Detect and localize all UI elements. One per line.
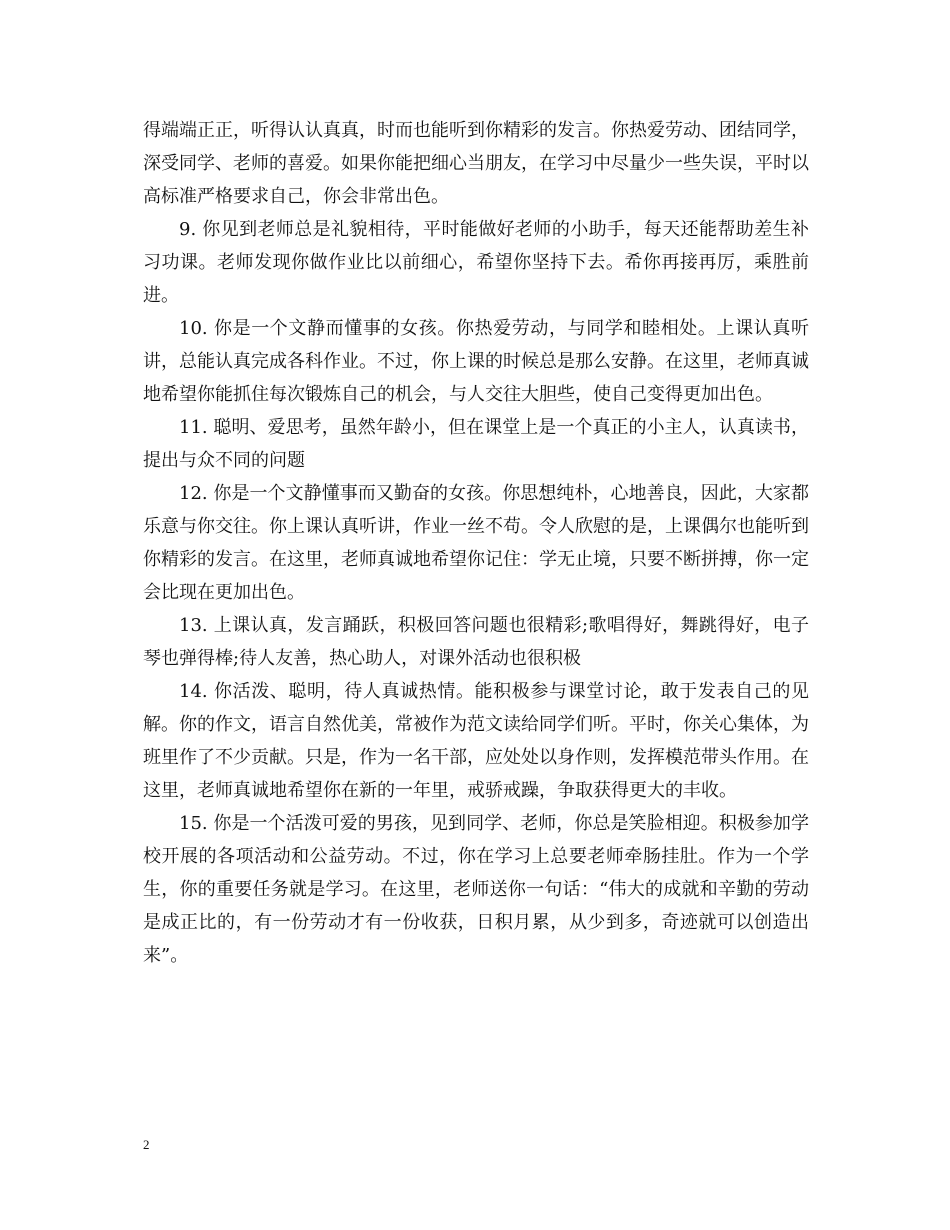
paragraph-comment-9: 9. 你见到老师总是礼貌相待，平时能做好老师的小助手，每天还能帮助差生补习功课。老师发现你做作业比以前细心，希望你坚持下去。希你再接再厉，乘胜前进。 xyxy=(143,219,809,306)
paragraph-comment-13: 13. 上课认真，发言踊跃，积极回答问题也很精彩;歌唱得好，舞跳得好，电子琴也弹得棒;待人友善，热心助人，对课外活动也很积极 xyxy=(143,615,809,669)
paragraph: 得端端正正，听得认认真真，时而也能听到你精彩的发言。你热爱劳动、团结同学，深受同学、老师的喜爱。如果你能把细心当朋友，在学习中尽量少一些失误，平时以高标准严格要求自己，你会非常出色。 xyxy=(143,120,809,207)
paragraph-comment-14: 14. 你活泼、聪明，待人真诚热情。能积极参与课堂讨论，敢于发表自己的见解。你的作文，语言自然优美，常被作为范文读给同学们听。平时，你关心集体，为班里作了不少贡献。只是，作为一名干部，应处处以身作则，发挥模范带头作用。在这里，老师真诚地希望你在新的一年里，戒骄戒躁，争取获得更大的丰收。 xyxy=(143,681,809,801)
document-body xyxy=(143,114,809,972)
paragraph-comment-12: 12. 你是一个文静懂事而又勤奋的女孩。你思想纯朴，心地善良，因此，大家都乐意与你交往。你上课认真听讲，作业一丝不苟。令人欣慰的是，上课偶尔也能听到你精彩的发言。在这里，老师真诚地希望你记住：学无止境，只要不断拼搏，你一定会比现在更加出色。 xyxy=(143,483,809,603)
paragraph-comment-11: 11. 聪明、爱思考，虽然年龄小，但在课堂上是一个真正的小主人，认真读书，提出与众不同的问题 xyxy=(143,417,809,471)
paragraph-comment-15: 15. 你是一个活泼可爱的男孩，见到同学、老师，你总是笑脸相迎。积极参加学校开展的各项活动和公益劳动。不过，你在学习上总要老师牵肠挂肚。作为一个学生，你的重要任务就是学习。在这里，老师送你一句话：“伟大的成就和辛勤的劳动是成正比的，有一份劳动才有一份收获，日积月累，从少到多，奇迹就可以创造出来”。 xyxy=(143,813,809,966)
paragraph-comment-10: 10. 你是一个文静而懂事的女孩。你热爱劳动，与同学和睦相处。上课认真听讲，总能认真完成各科作业。不过，你上课的时候总是那么安静。在这里，老师真诚地希望你能抓住每次锻炼自己的机会，与人交往大胆些，使自己变得更加出色。 xyxy=(143,318,809,405)
page-number: 2 xyxy=(143,1137,150,1152)
